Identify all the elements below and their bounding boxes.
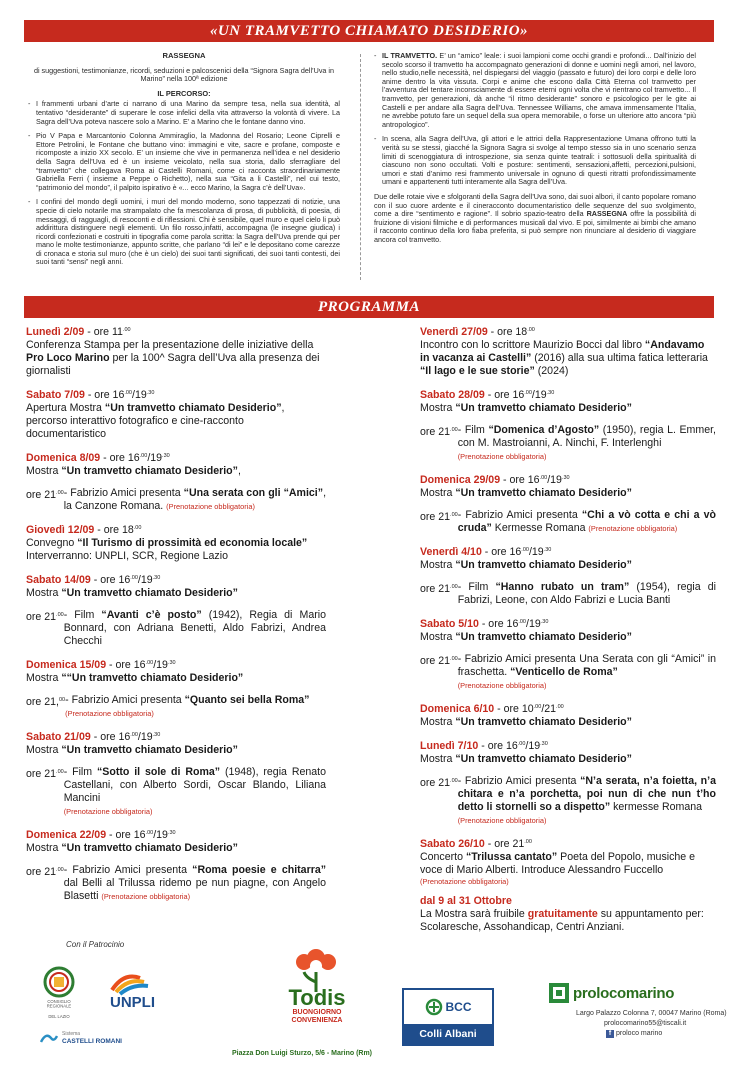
event-item: dal 9 al 31 Ottobre La Mostra sarà fruibile gratuitamente su appuntamento per: Scolaresche, Assohandicap, Centri Anziani.: [420, 895, 704, 933]
programma-title: PROGRAMMA: [317, 299, 421, 315]
event-item: Lunedì 7/10 - ore $16^{.00}/19^{.30}$ Mostra “Un tramvetto chiamato Desiderio” ore $21^{.00}$ - Fabrizio Amici presenta “N’a serata, n’a foietta, n’a chitara e n’a porchetta, poi nun di che nun t’ho detto li stornelli so a dispetto” kermesse Romana (Prenotazione obbligatoria): [420, 740, 716, 825]
svg-text:CONSIGLIO: CONSIGLIO: [47, 999, 71, 1004]
proloco-address: Largo Palazzo Colonna 7, 00047 Marino (Roma): [576, 1010, 727, 1017]
event-item: Sabato 14/09 - ore $16^{.00}/19^{.30}$ Mostra “Un tramvetto chiamato Desiderio” ore $21^{.00}$ - Film “Avanti c’è posto” (1942), Regia di Mario Bonnard, con Adriana Benetti, Aldo Fabrizi, Andrea Checchi: [26, 574, 326, 647]
event-item: Domenica 15/09 - ore $16^{.00}/19^{.30}$ Mostra ““Un tramvetto chiamato Desiderio” ore 21,00 - Fabrizio Amici presenta “Quanto sei bella Roma” (Prenotazione obbligatoria): [26, 657, 326, 720]
proloco-emblem-icon: [548, 982, 570, 1004]
event-item: Sabato 5/10 - ore $16^{.00}/19^{.30}$ Mostra “Un tramvetto chiamato Desiderio” ore $21^{.00}$ - Fabrizio Amici presenta Una Serata con gli “Amici” in fraschetta. “Venticello de Roma” (Prenotazione obbligatoria): [420, 618, 716, 690]
facebook-icon: f: [606, 1030, 614, 1038]
event-item: Domenica 8/09 - ore $16^{.00}/19^{.30}$ Mostra “Un tramvetto chiamato Desiderio”, ore $21^{.00}$ - Fabrizio Amici presenta “Una serata con gli “Amici”, la Canzone Romana. (Prenotazione obbligatoria): [26, 452, 327, 512]
event-item: Domenica 6/10 - ore $10^{.00}/21^{.00}$ Mostra “Un tramvetto chiamato Desiderio”: [420, 703, 632, 728]
header-title: «UN TRAMVETTO CHIAMATO DESIDERIO»: [209, 23, 529, 39]
patrocinio-label: Con il Patrocinio: [66, 940, 125, 949]
intro-left-column: [28, 52, 340, 273]
programma-banner: [24, 296, 714, 318]
event-item: Sabato 21/09 - ore $16^{.00}/19^{.30}$ Mostra “Un tramvetto chiamato Desiderio” ore $21^{.00}$ - Film “Sotto il sole di Roma” (1948), regia Renato Castellani, con Alberto Sordi, Oscar Blando, Liliana Mancini (Prenotazione obbligatoria): [26, 731, 326, 816]
lazio-emblem-icon: [34, 966, 84, 1010]
event-item: Sabato 26/10 - ore $21^{.00}$ Concerto “Trilussa cantato” Poeta del Popolo, musiche e voce di Mario Alberti. Introduce Alessandro Fuccello (Prenotazione obbligatoria): [420, 836, 716, 886]
event-item: Giovedì 12/09 - ore $18^{.00}$ Convegno “Il Turismo di prossimità ed economia locale” Interverranno: UNPLI, SCR, Regione Lazio: [26, 524, 308, 562]
booking-note: (Prenotazione obbligatoria): [457, 816, 547, 825]
event-item: Domenica 29/09 - ore $16^{.00}/19^{.30}$ Mostra “Un tramvetto chiamato Desiderio” ore $21^{.00}$ - Fabrizio Amici presenta “Chi a vò cotta e chi a vò cruda” Kermesse Romana (Prenotazione obbligatoria): [420, 474, 717, 534]
bcc-symbol-icon: [425, 998, 443, 1016]
rassegna-subtitle: di suggestioni, testimonianze, ricordi, seduzioni e palcoscenici della “Signora Sagra dell’Uva in Marino” nella 100ª edizione: [33, 65, 335, 84]
percorso-item: - I confini del mondo degli uomini, i muri del mondo moderno, sono tappezzati di notizie, una specie di cielo notarile ma strampalato che fa mescolanza di prosa, di pubblicità, di poesia, di messaggi, di ragguagli, di resoconti e di riflessioni. Chi è sensibile, quel muro e quel cielo li può addirittura distinguere negli elementi. Un filo rosso,infatti, accompagna (le insegne giudica) i ricordi confezionati e costruiti in tipografia come parola scritta: la Sagra dell’Uva prende qui per mano le molte testimonianze, appunto scritte, che parlano “di lei” e le depositano come carezze di cronaca e storia sul muro (che è un cielo) dei suoi tanti significati, dei suoi tanti contesti, dei suoi tanti “sensi” negli anni.: [28, 197, 340, 267]
bcc-colli-albani-logo: BCC Colli Albani: [402, 988, 494, 1046]
rotaie-paragraph: Due delle rotaie vive e sfolgoranti della Sagra dell’Uva sono, dai suoi albori, il canto popolare romano con il suo cuore ardente e il cineracconto documentaristico delle sequenze del suo svolgimento, come a dire “sentimento e ragione”. Il sobrio spazio-teatro della RASSEGNA offre la possibilità di fruizione di visioni filmiche e di performances musicali dal vivo. E poi, similmente ai bimbi che amano il racconto continuo della loro fiaba preferita, si può sempre non rinunciare al desiderio di viaggiare ancora col tramvetto.: [374, 191, 696, 244]
castelli-romani-logo: Sistema CASTELLI ROMANI: [40, 1030, 160, 1046]
event-item: Sabato 28/09 - ore $16^{.00}/19^{.30}$ Mostra “Un tramvetto chiamato Desiderio” ore $21^{.00}$ - Film “Domenica d’Agosto” (1950), regia L. Emmer, con M. Mastroianni, A. Ninchi, F. Interlenghi (Prenotazione obbligatoria): [420, 389, 716, 461]
booking-note: (Prenotazione obbligatoria): [457, 681, 547, 690]
unpli-logo: UNPLI: [104, 968, 174, 1023]
todis-logo: Todis BUONGIORNO CONVENIENZA: [262, 948, 372, 1025]
castelli-wave-icon: [40, 1030, 58, 1046]
booking-note: (Prenotazione obbligatoria): [65, 709, 154, 718]
percorso-item: - I frammenti urbani d’arte ci narrano di una Marino da sempre tesa, nella sua identità, al tentativo “desiderante” di superare le cose infelici della vita attraverso la volontà di vivere. La Sagra dell’Uva poteva nascere solo a Marino. E’ a Marino che le fontane danno vino.: [28, 99, 340, 126]
event-item: Venerdì 4/10 - ore $16^{.00}/19^{.30}$ Mostra “Un tramvetto chiamato Desiderio” ore $21^{.00}$ - Film “Hanno rubato un tram” (1954), regia di Fabrizi, Leone, con Aldo Fabrizi e Lucia Banti: [420, 546, 716, 606]
booking-note: (Prenotazione obbligatoria): [420, 877, 509, 886]
consiglio-lazio-logo: CONSIGLIO REGIONALE DEL LAZIO: [34, 966, 84, 1019]
event-item: Sabato 7/09 - ore $16^{.00}/19^{.30}$ Apertura Mostra “Un tramvetto chiamato Desiderio”, percorso interattivo fotografico e cine-racconto documentaristico: [26, 389, 285, 440]
booking-note: (Prenotazione obbligatoria): [588, 524, 678, 533]
booking-note: (Prenotazione obbligatoria): [63, 807, 153, 816]
percorso-item: - Pio V Papa e Marcantonio Colonna Ammiraglio, la Madonna del Rosario; Leone Ciprelli e Ettore Petrolini, le Fontane che buttano vino: immagini e vite, sacre e profane, composte e ricomposte a inizio XX secolo. E’ un insieme che vive in permanenza nell’idea e nel desiderio della Sagra dell’Uva ed è un insieme veicolato, nella sua storia, dallo sferragliare del “tramvetto” che collegava Roma ai Castelli Romani, come ci racconta straordinariamente Gabriella Ferri ( insieme a Peppe o Richetto), nella sua “Gita a li Castelli”, nel cui testo, “patrimonio del mondo”, il palpito ispirativo è «... ecco Marino, la Sagra c’è dell’Uva».: [28, 131, 340, 192]
svg-text:REGIONALE: REGIONALE: [46, 1003, 72, 1009]
program-left-column: [26, 324, 326, 912]
booking-note: (Prenotazione obbligatoria): [101, 892, 191, 901]
todis-address: Piazza Don Luigi Sturzo, 5/6 - Marino (Rm): [232, 1050, 373, 1057]
header-banner: [24, 20, 714, 42]
proloco-facebook[interactable]: f proloco marino: [576, 1029, 727, 1039]
proloco-contact: [576, 1009, 727, 1039]
intro-right-column: [374, 52, 696, 250]
rassegna-title: RASSEGNA: [162, 51, 206, 60]
program-right-column: [420, 324, 716, 943]
event-item: Lunedì 2/09 - ore $11^{.00}$ Conferenza Stampa per la presentazione delle iniziative della Pro Loco Marino per la 100^ Sagra dell’Uva alla presenza dei giornalisti: [26, 326, 320, 377]
booking-note: (Prenotazione obbligatoria): [166, 502, 255, 511]
proloco-marino-logo: prolocomarino: [548, 982, 708, 1004]
event-item: Domenica 22/09 - ore $16^{.00}/19^{.30}$ Mostra “Un tramvetto chiamato Desiderio” ore $21^{.00}$ - Fabrizio Amici presenta “Roma poesie e chitarra” dal Belli al Trilussa ridemo pe nun piagne, con Angelo Blasetti (Prenotazione obbligatoria): [26, 829, 327, 902]
column-divider: [360, 54, 361, 280]
event-item: Venerdì 27/09 - ore $18^{.00}$ Incontro con lo scrittore Maurizio Bocci dal libro “Andavamo in vacanza ai Castelli” (2016) alla sua ultima fatica letteraria “Il lago e le sue storie” (2024): [420, 326, 708, 377]
booking-note: (Prenotazione obbligatoria): [457, 452, 547, 461]
tramvetto-paragraph: - IL TRAMVETTO. E’ un “amico” leale: i suoi lampioni come occhi grandi e profondi... Dall’inizio del secolo scorso il tramvetto ha accompagnato generazioni di donne e uomini negli amori, nel lavoro, nello studio,nelle necessità, nel dispiegarsi del viaggio (passato e futuro) dei loro corpi e delle loro anime dentro la vita vissuta. Corpi e anime che escono dalla Città Eterna col tramvetto per l’avventura del tentare inconsciamente di essere eterni ogni volta che vi rientrano col tramvetto... Il tramvetto, per generazioni, dà anche “il ritmo desiderante” sonoro e psicologico per le gite ai Castelli e per andare alla Sagra dell’Uva. Tennessee Williams, che amava immensamente l’Italia, ne avrebbe potuto fare un sequel della sua opera memorabile, o forse un ulteriore atto ancora “più antropologico”.: [374, 51, 697, 129]
proloco-email[interactable]: prolocomarino55@tiscali.it: [604, 1020, 687, 1027]
scena-paragraph: - In scena, alla Sagra dell’Uva, gli attori e le attrici della Rappresentazione Umana offrono tutti la verità su se stessi, giacché la Signora Sagra si svolge al tempo stesso sia in uno scenario senza limiti di scenoggiatura di introspezione, sia senza quinte teatrali: i sottosuoli della spiritualità di ciascuno non sono occultati. Volti e posture: sentimenti, sensazioni,affetti, percezioni,pulsioni, umori e stati d’animo resi frammento universale in ognuno di questi ritratti profondissimamente umani e appartenenti tutti interamente alla Sagra dell’Uva.: [374, 134, 696, 187]
percorso-heading: IL PERCORSO:: [157, 88, 211, 98]
